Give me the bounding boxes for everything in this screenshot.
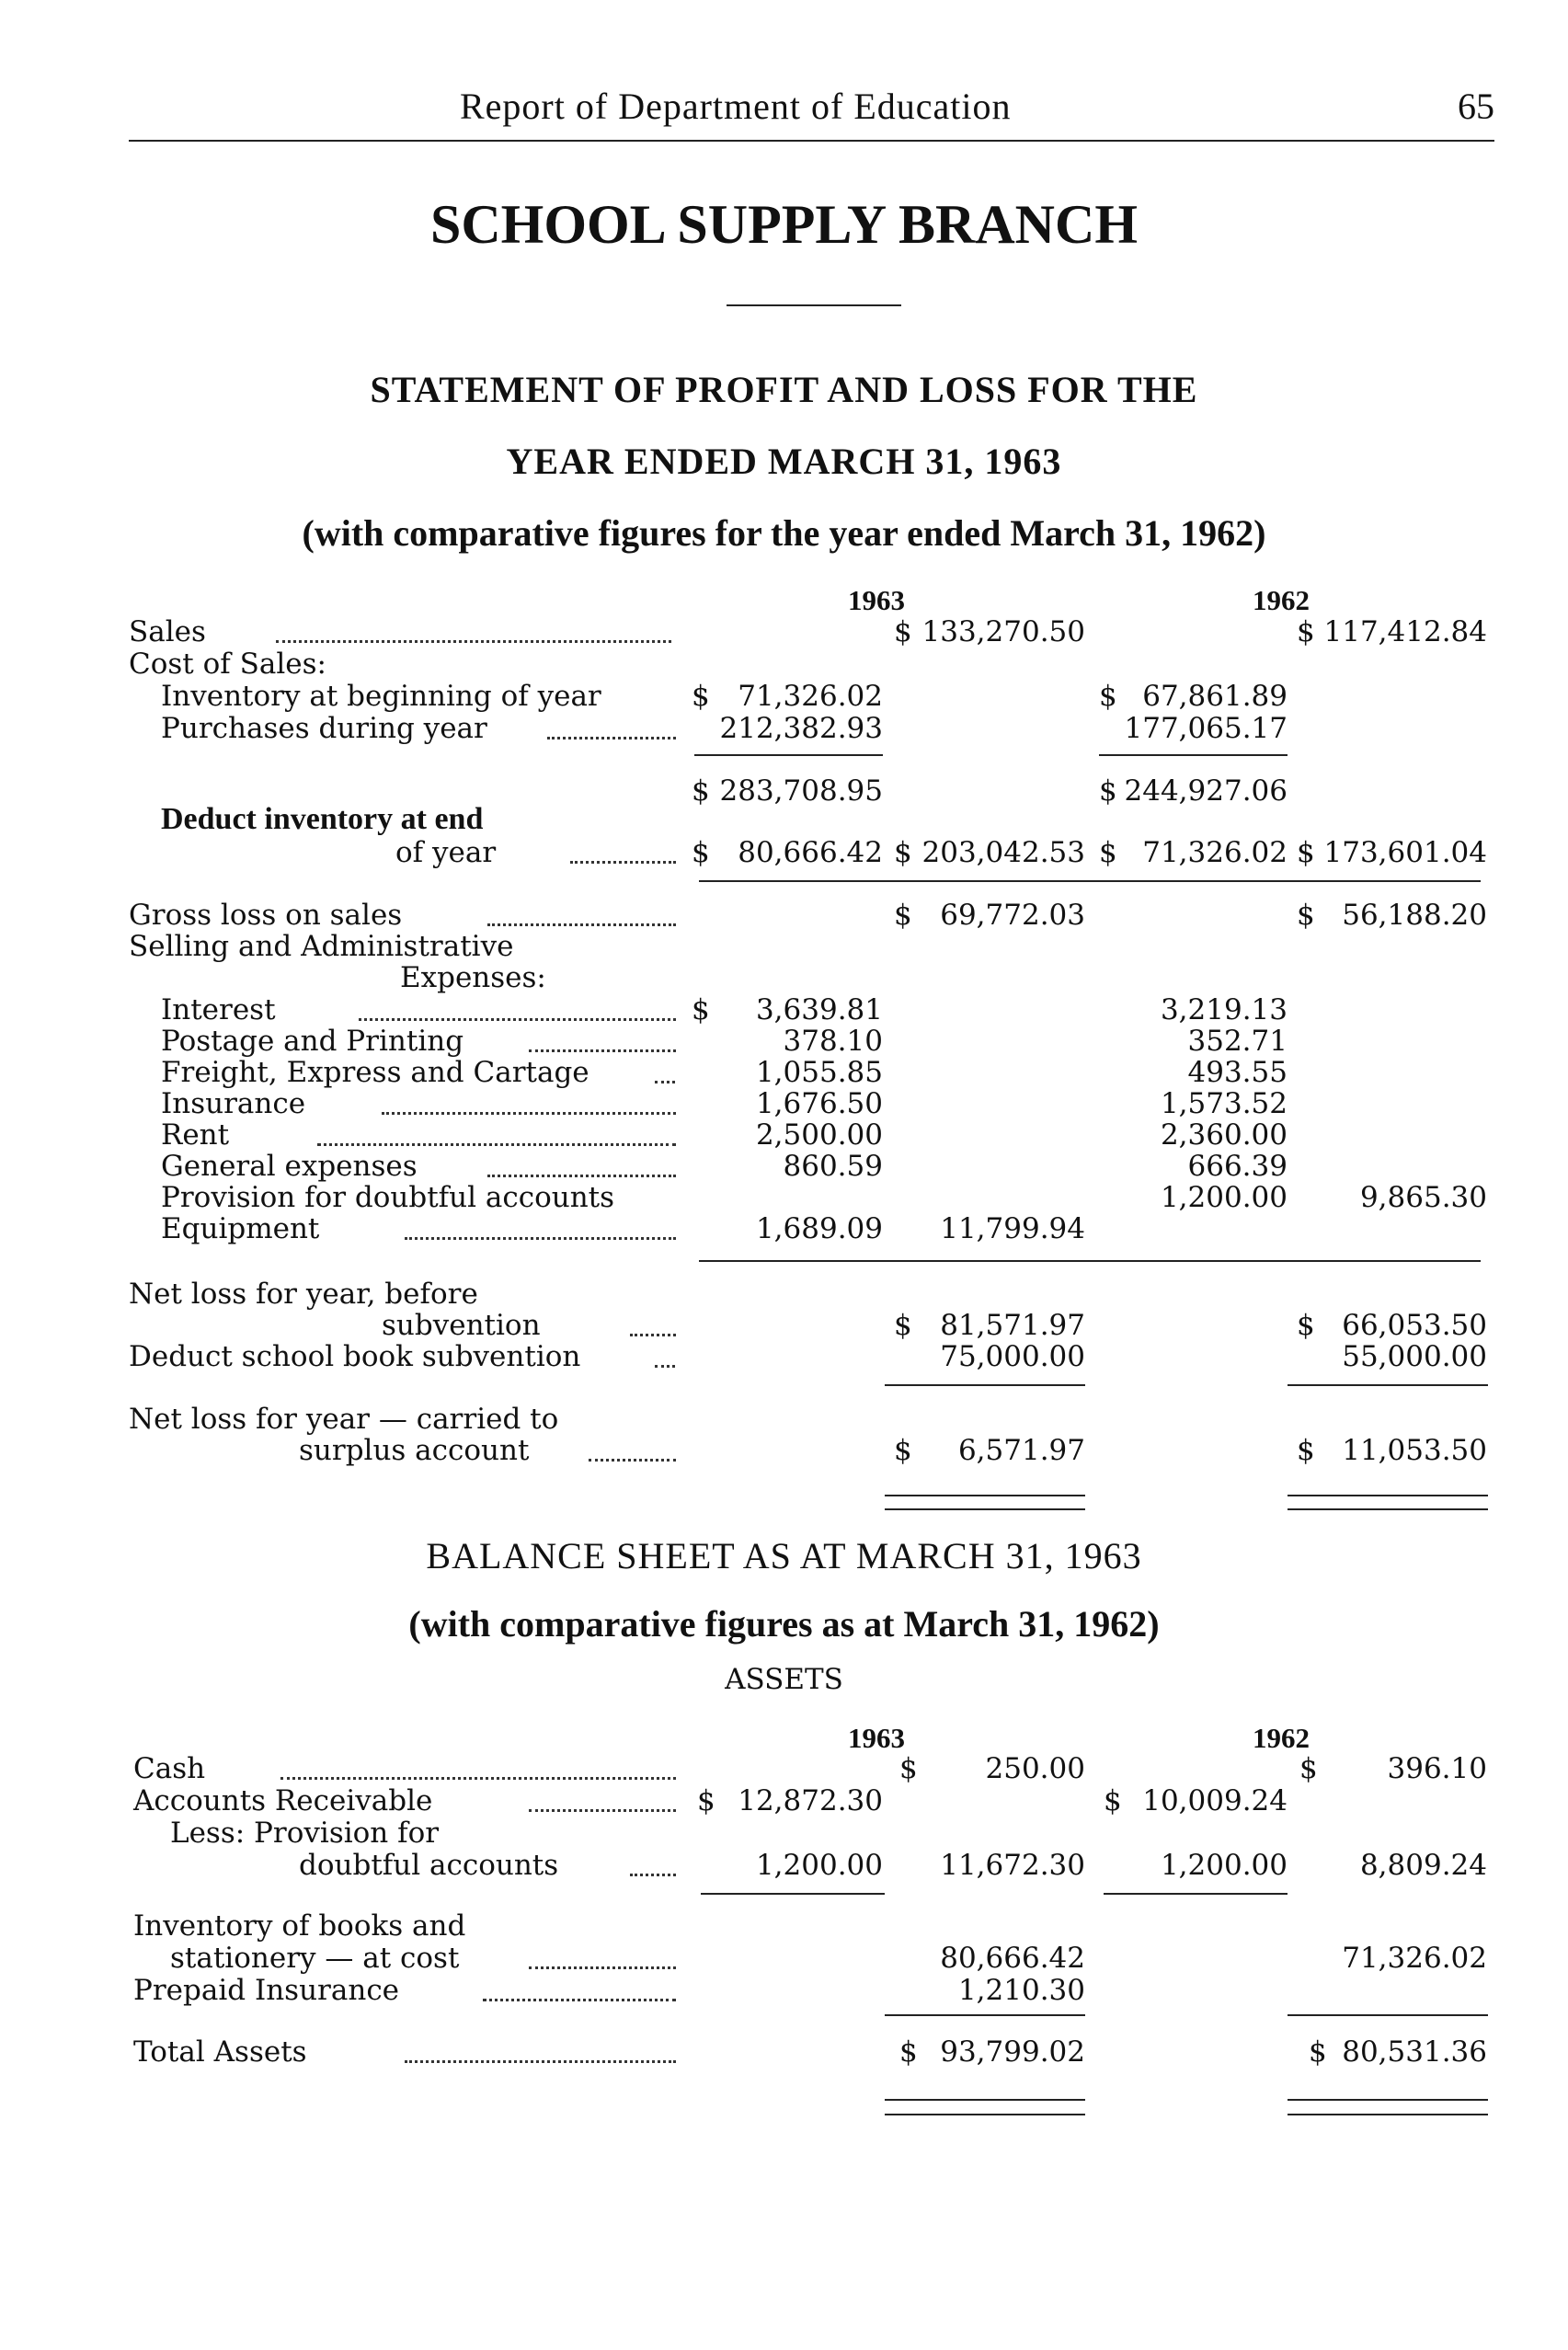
pl-heading-line2: YEAR ENDED MARCH 31, 1963 (506, 441, 1062, 482)
bs-heading: BALANCE SHEET AS AT MARCH 31, 1963 (426, 1535, 1142, 1576)
net-loss-1963: 6,571.97 (957, 1434, 1085, 1467)
pl-subheading: (with comparative figures for the year ended March 31, 1962) (302, 512, 1266, 554)
purchases-label: Purchases during year (161, 712, 487, 745)
inventory-end-1963: 80,666.42 (738, 836, 883, 869)
page-title: SCHOOL SUPPLY BRANCH (429, 194, 1139, 255)
dollar-sign: $ (692, 774, 710, 808)
dollar-sign: $ (1104, 1784, 1122, 1817)
sales-1962: 117,412.84 (1323, 615, 1487, 648)
pl-heading-line1: STATEMENT OF PROFIT AND LOSS FOR THE (370, 369, 1198, 410)
expense-1963: 3,639.81 (755, 993, 883, 1026)
expense-1963: 1,055.85 (755, 1056, 883, 1089)
leader-dots (529, 1809, 676, 1812)
inventory-beginning-1962: 67,861.89 (1142, 680, 1288, 713)
purchases-1962: 177,065.17 (1124, 712, 1288, 745)
dollar-sign: $ (894, 899, 912, 932)
expense-1963: 1,689.09 (755, 1212, 883, 1245)
leader-dots (280, 1777, 676, 1780)
bs-year-1962: 1962 (1253, 1722, 1310, 1754)
inventory-beginning-1963: 71,326.02 (738, 680, 883, 713)
subvention-1963: 75,000.00 (940, 1340, 1085, 1373)
ar-1963: 12,872.30 (738, 1784, 883, 1817)
less-provision-label-cont: doubtful accounts (299, 1849, 559, 1882)
expense-1962: 493.55 (1187, 1056, 1288, 1089)
inventory-end-1962: 71,326.02 (1142, 836, 1288, 869)
dollar-sign: $ (899, 1752, 918, 1785)
leader-dots (483, 1999, 676, 2001)
dollar-sign: $ (1099, 774, 1117, 808)
net-loss-before-1963: 81,571.97 (940, 1309, 1085, 1342)
deduct-inventory-label: Deduct inventory at end (161, 802, 484, 836)
rule (701, 1893, 885, 1895)
pl-year-1962: 1962 (1253, 584, 1310, 616)
inventory-beginning-label: Inventory at beginning of year (161, 680, 601, 713)
net-loss-label: Net loss for year — carried to (129, 1403, 559, 1436)
selling-admin-label-cont: Expenses: (400, 961, 546, 994)
sales-1963: 133,270.50 (921, 615, 1085, 648)
rule (1288, 2014, 1488, 2016)
rule (885, 2114, 1085, 2115)
expense-label: Insurance (161, 1087, 306, 1120)
prepaid-label: Prepaid Insurance (133, 1974, 400, 2007)
dollar-sign: $ (1099, 836, 1117, 869)
net-loss-before-label-cont: subvention (382, 1309, 541, 1342)
rule (1288, 2099, 1488, 2101)
dollar-sign: $ (692, 993, 710, 1026)
dollar-sign: $ (697, 1784, 715, 1817)
dollar-sign: $ (899, 2035, 918, 2069)
deduct-inventory-label-cont: of year (395, 836, 497, 869)
less-provision-label: Less: Provision for (170, 1817, 440, 1850)
net-loss-before-1962: 66,053.50 (1342, 1309, 1487, 1342)
running-title: Report of Department of Education (460, 86, 1012, 127)
dollar-sign: $ (692, 836, 710, 869)
dollar-sign: $ (894, 1309, 912, 1342)
net-loss-1962: 11,053.50 (1342, 1434, 1487, 1467)
sales-label: Sales (129, 615, 206, 648)
purchases-1963: 212,382.93 (719, 712, 883, 745)
inventory-label: Inventory of books and (133, 1909, 466, 1943)
net-loss-label-cont: surplus account (299, 1434, 530, 1467)
inventory-1963: 80,666.42 (940, 1942, 1085, 1975)
expense-1962: 3,219.13 (1160, 993, 1288, 1026)
dollar-sign: $ (692, 680, 710, 713)
expenses-total-1963: 11,799.94 (940, 1212, 1085, 1245)
bs-year-1963: 1963 (848, 1722, 905, 1754)
expense-label: General expenses (161, 1150, 418, 1183)
dollar-sign: $ (894, 615, 912, 648)
total-assets-1962: 80,531.36 (1342, 2035, 1487, 2069)
rule (1104, 1893, 1288, 1895)
expense-label: Freight, Express and Cartage (161, 1056, 589, 1089)
expense-1962: 1,573.52 (1160, 1087, 1288, 1120)
ar-label: Accounts Receivable (133, 1784, 433, 1817)
pl-year-1963: 1963 (848, 584, 905, 616)
cost-of-sales-label: Cost of Sales: (129, 648, 326, 681)
dollar-sign: $ (1297, 836, 1315, 869)
leader-dots (630, 1874, 676, 1876)
dollar-sign: $ (1297, 899, 1315, 932)
cost-of-sales-1963: 203,042.53 (921, 836, 1085, 869)
expense-1963: 378.10 (783, 1025, 883, 1058)
cost-subtotal-1963: 283,708.95 (719, 774, 883, 808)
bs-subheading: (with comparative figures as at March 31, 1962) (408, 1603, 1160, 1645)
expense-1962: 2,360.00 (1160, 1118, 1288, 1152)
prepaid-1963: 1,210.30 (957, 1974, 1085, 2007)
dollar-sign: $ (1297, 615, 1315, 648)
expense-1963: 860.59 (783, 1150, 883, 1183)
dollar-sign: $ (1299, 1752, 1318, 1785)
subvention-1962: 55,000.00 (1342, 1340, 1487, 1373)
page-number: 65 (1458, 86, 1494, 127)
cash-label: Cash (133, 1752, 206, 1785)
selling-admin-label: Selling and Administrative (129, 930, 514, 963)
net-loss-before-label: Net loss for year, before (129, 1278, 478, 1311)
expense-label: Provision for doubtful accounts (161, 1181, 615, 1214)
dollar-sign: $ (894, 836, 912, 869)
gross-loss-1962: 56,188.20 (1342, 899, 1487, 932)
cost-subtotal-1962: 244,927.06 (1124, 774, 1288, 808)
ar-net-1962: 8,809.24 (1359, 1849, 1487, 1882)
expense-label: Interest (161, 993, 276, 1026)
expenses-total-1962: 9,865.30 (1359, 1181, 1487, 1214)
expense-label: Postage and Printing (161, 1025, 464, 1058)
expense-label: Rent (161, 1118, 230, 1152)
provision-1963: 1,200.00 (755, 1849, 883, 1882)
cost-of-sales-1962: 173,601.04 (1323, 836, 1487, 869)
inventory-1962: 71,326.02 (1342, 1942, 1487, 1975)
total-assets-label: Total Assets (133, 2035, 307, 2069)
assets-heading: ASSETS (725, 1663, 843, 1696)
expense-1962: 1,200.00 (1160, 1181, 1288, 1214)
dollar-sign: $ (1099, 680, 1117, 713)
rule (885, 2099, 1085, 2101)
ar-1962: 10,009.24 (1142, 1784, 1288, 1817)
subvention-label: Deduct school book subvention (129, 1340, 581, 1373)
total-assets-1963: 93,799.02 (940, 2035, 1085, 2069)
leader-dots (529, 1966, 676, 1969)
dollar-sign: $ (1297, 1434, 1315, 1467)
leader-dots (405, 2060, 676, 2063)
ar-net-1963: 11,672.30 (940, 1849, 1085, 1882)
cash-1963: 250.00 (985, 1752, 1085, 1785)
gross-loss-1963: 69,772.03 (940, 899, 1085, 932)
dollar-sign: $ (1297, 1309, 1315, 1342)
expense-1962: 666.39 (1187, 1150, 1288, 1183)
provision-1962: 1,200.00 (1160, 1849, 1288, 1882)
expense-1963: 1,676.50 (755, 1087, 883, 1120)
gross-loss-label: Gross loss on sales (129, 899, 403, 932)
rule (1288, 2114, 1488, 2115)
expense-1963: 2,500.00 (755, 1118, 883, 1152)
dollar-sign: $ (1309, 2035, 1327, 2069)
expense-1962: 352.71 (1187, 1025, 1288, 1058)
rule (885, 2014, 1085, 2016)
expense-label: Equipment (161, 1212, 320, 1245)
inventory-label-cont: stationery — at cost (170, 1942, 460, 1975)
dollar-sign: $ (894, 1434, 912, 1467)
cash-1962: 396.10 (1387, 1752, 1487, 1785)
